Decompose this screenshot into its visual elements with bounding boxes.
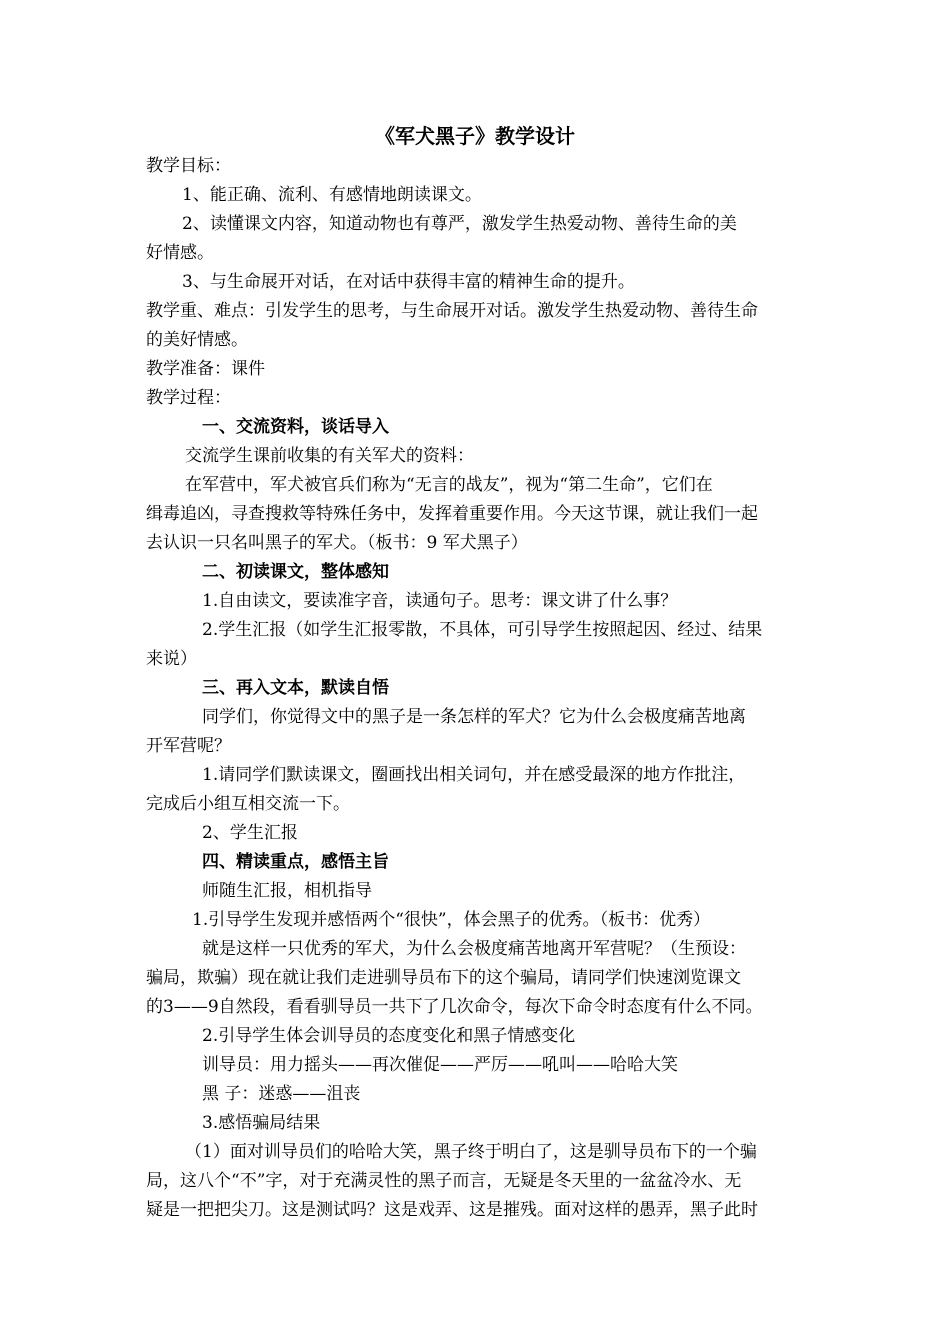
text-line: 1.自由读文，要读准字音，读通句子。思考：课文讲了什么事？	[202, 591, 678, 611]
text-line: 骗局，欺骗）现在就让我们走进驯导员布下的这个骗局，请同学们快速浏览课文	[146, 968, 741, 988]
text-line: 1.请同学们默读课文，圈画找出相关词句，并在感受最深的地方作批注，	[202, 765, 746, 785]
text-line: 缉毒追凶，寻查搜救等特殊任务中，发挥着重要作用。今天这节课，就让我们一起	[146, 504, 758, 524]
text-line: 黑 子：迷惑——沮丧	[202, 1084, 361, 1104]
text-line: 教学重、难点：引发学生的思考，与生命展开对话。激发学生热爱动物、善待生命	[146, 301, 758, 321]
section-heading: 三、再入文本，默读自悟	[202, 678, 389, 698]
text-line: 的美好情感。	[146, 330, 248, 350]
text-line: 教学过程：	[146, 388, 231, 408]
text-line: 完成后小组互相交流一下。	[146, 794, 350, 814]
text-line: 3、与生命展开对话，在对话中获得丰富的精神生命的提升。	[182, 272, 635, 292]
text-line: 在军营中，军犬被官兵们称为“无言的战友”，视为“第二生命”，它们在	[185, 475, 713, 495]
text-line: 去认识一只名叫黑子的军犬。（板书：9 军犬黑子）	[146, 533, 528, 553]
text-line: 疑是一把把尖刀。这是测试吗？这是戏弄、这是摧残。面对这样的愚弄，黑子此时	[146, 1200, 758, 1220]
text-line: 教学目标：	[146, 156, 231, 176]
text-line: 训导员：用力摇头——再次催促——严厉——吼叫——哈哈大笑	[202, 1055, 678, 1075]
text-line: 的3——9自然段，看看驯导员一共下了几次命令，每次下命令时态度有什么不同。	[146, 997, 763, 1017]
text-line: 1、能正确、流利、有感情地朗读课文。	[182, 185, 482, 205]
text-line: 2.引导学生体会训导员的态度变化和黑子情感变化	[202, 1026, 576, 1046]
text-line: 2、学生汇报	[202, 823, 298, 843]
text-line: 就是这样一只优秀的军犬，为什么会极度痛苦地离开军营呢？（生预设：	[202, 939, 746, 959]
section-heading: 四、精读重点，感悟主旨	[202, 852, 389, 872]
text-line: 开军营呢？	[146, 736, 231, 756]
text-line: 3.感悟骗局结果	[202, 1113, 321, 1133]
text-line: 2、读懂课文内容，知道动物也有尊严，激发学生热爱动物、善待生命的美	[182, 214, 737, 234]
document-title: 《军犬黑子》教学设计	[375, 124, 575, 148]
text-line: 1.引导学生发现并感悟两个“很快”，体会黑子的优秀。（板书：优秀）	[192, 910, 711, 930]
section-heading: 二、初读课文，整体感知	[202, 562, 389, 582]
section-heading: 一、交流资料，谈话导入	[202, 417, 389, 437]
text-line: 师随生汇报，相机指导	[202, 881, 372, 901]
text-line: 同学们，你觉得文中的黑子是一条怎样的军犬？它为什么会极度痛苦地离	[202, 707, 746, 727]
text-line: 教学准备：课件	[146, 359, 265, 379]
text-line: （1）面对训导员们的哈哈大笑，黑子终于明白了，这是驯导员布下的一个骗	[185, 1142, 757, 1162]
text-line: 局，这八个“不”字，对于充满灵性的黑子而言，无疑是冬天里的一盆盆冷水、无	[146, 1171, 742, 1191]
text-line: 好情感。	[146, 243, 214, 263]
text-line: 2.学生汇报（如学生汇报零散，不具体，可引导学生按照起因、经过、结果	[202, 620, 763, 640]
text-line: 来说）	[146, 649, 197, 669]
text-line: 交流学生课前收集的有关军犬的资料：	[185, 446, 474, 466]
